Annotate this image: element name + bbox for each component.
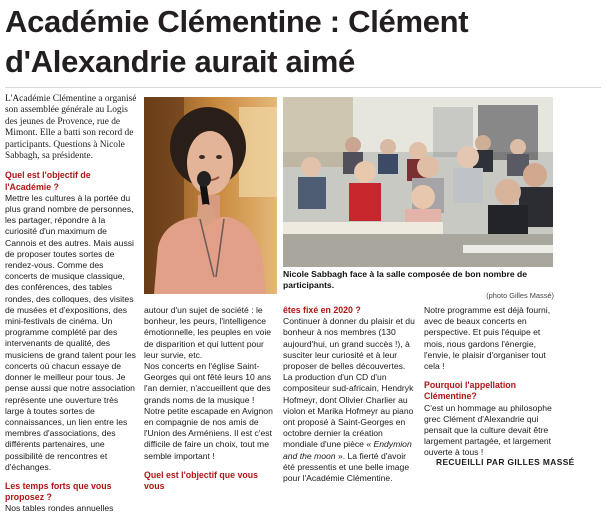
headline-divider bbox=[5, 87, 601, 88]
work-title: Endymion and the moon bbox=[283, 439, 412, 461]
column-3 bbox=[283, 305, 416, 484]
column-1 bbox=[5, 94, 137, 515]
article-headline: Académie Clémentine : Clément d'Alexandrie aurait aimé bbox=[5, 4, 469, 79]
caption-text: Nicole Sabbagh face à la salle composée de bon nombre de participants. bbox=[283, 269, 528, 290]
column-2-paragraph-1: autour d'un sujet de société : le bonheur, les peurs, l'intelligence émotionnelle, les peuples en voie de disparition et qui luttent pour leur survie, etc. bbox=[144, 305, 272, 360]
question-name: Pourquoi l'appellation Clémentine? bbox=[424, 380, 517, 402]
audience-photo-illustration bbox=[283, 97, 553, 267]
answer-2020-part-2: ». La fierté d'avoir été pressentis et une belle image pour l'Académie Clémentine. bbox=[283, 450, 410, 484]
author-signature: RECUEILLI PAR GILLES MASSÉ bbox=[436, 457, 575, 467]
intro-paragraph: L'Académie Clémentine a organisé son assemblée générale au Logis des jeunes de Provence, rue de Mimont. Elle a batti son record de participants. Questions à Nicole Sabbagh, sa présidente. bbox=[5, 94, 137, 162]
answer-2020-objective bbox=[283, 316, 416, 484]
speaker-photo-illustration bbox=[144, 97, 277, 294]
answer-name: C'est un hommage au philosophe grec Clément d'Alexandrie qui pensait que la culture devait être largement partagée, et largement ouverte à tous ! bbox=[424, 402, 552, 458]
question-2020-objective: Quel est l'objectif que vous vous bbox=[144, 469, 259, 492]
photo-credit: (photo Gilles Massé) bbox=[486, 291, 554, 300]
photo-caption bbox=[283, 269, 553, 291]
column-2-paragraph-2: Nos concerts en l'église Saint-Georges qui ont fêté leurs 10 ans l'an dernier, n'accueillent que des grands noms de la musique ! Notre petite escapade en Avignon en compagnie de nos amis de l'Union des Arméniens. Il est c'est difficile de faire un choix, tout me semble important ! bbox=[144, 361, 273, 461]
question-objective: Quel est l'objectif de l'Académie ? bbox=[5, 170, 91, 192]
column-4-paragraph-1: Notre programme est déjà fourni, avec de beaux concerts en perspective. Et puis l'équipe et mois, nous gardons l'énergie, l'envie, le plaisir d'organiser tout cela ! bbox=[424, 305, 551, 372]
answer-highlights-start: Nos tables rondes annuelles bbox=[5, 503, 114, 514]
column-2 bbox=[144, 305, 276, 492]
photo-speaker bbox=[144, 97, 277, 294]
answer-2020-part-1: Continuer à donner du plaisir et du bonheur à nos membres (130 aujourd'hui, un grand succès !), à susciter leur curiosité et à leur proposer de belles découvertes. La production d'un CD d'un compositeur sud-africain, Hendryk Hofmeyr, dont Olivier Charlier au violon et Marika Hofmeyr au piano ont proposé à Saint-Georges en octobre dernier la création mondiale d'une pièce « bbox=[283, 316, 415, 450]
photo-audience bbox=[283, 97, 553, 267]
question-highlights: Les temps forts que vous proposez ? bbox=[5, 480, 112, 503]
question-2020-objective-cont: êtes fixé en 2020 ? bbox=[283, 305, 361, 315]
answer-objective: Mettre les cultures à la portée du plus grand nombre de personnes, les partager, répondre à la curiosité d'un maximum de Cannois et des autres. Mais aussi de proposer toutes sortes de rendez-vous. Comme des concerts de musique classique, des conférences, des tables rondes, des colloques, des visites de musées et d'expositions, des mini-festivals de cinéma. Un programme complété par des intervenants de qualité, des musiciens de grand talent pour les concerts où chacun essaye de donner le meilleur pour tous. Je pense aussi que notre association représente une ouverture très large à toutes sortes de connaissances, un lien entre les membres d'associations, des différents partenaires, une possibilité de rencontres et d'échanges. bbox=[5, 192, 136, 472]
column-4 bbox=[424, 305, 556, 459]
